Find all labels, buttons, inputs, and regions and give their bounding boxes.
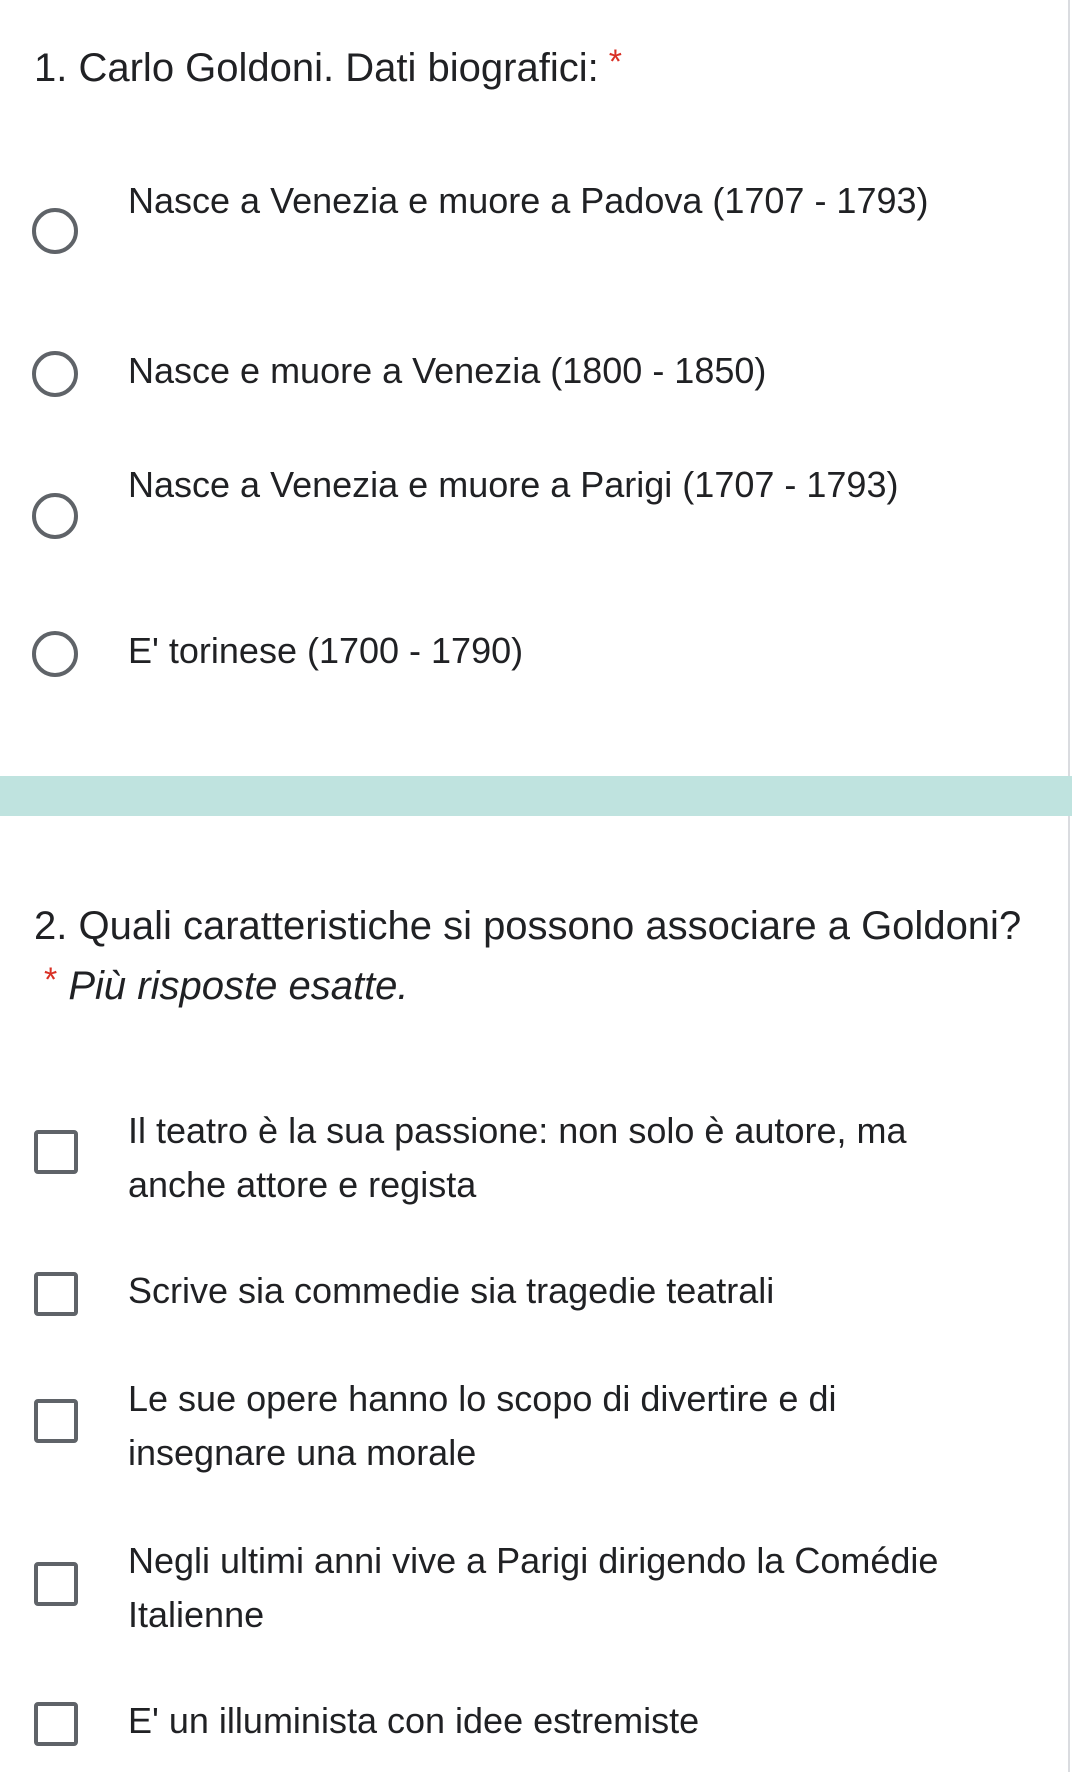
- checkbox-unchecked-icon[interactable]: [34, 1272, 78, 1316]
- checkbox-option-teatro[interactable]: [0, 1104, 1060, 1214]
- checkbox-unchecked-icon[interactable]: [34, 1399, 78, 1443]
- option-label: Nasce e muore a Venezia (1800 - 1850): [128, 350, 767, 391]
- option-label: Scrive sia commedie sia tragedie teatrali: [128, 1270, 775, 1311]
- radio-button-unchecked-icon[interactable]: [32, 493, 78, 539]
- option-label: Le sue opere hanno lo scopo di divertire e di insegnare una morale: [128, 1378, 837, 1473]
- radio-button-unchecked-icon[interactable]: [32, 208, 78, 254]
- radio-option-padova[interactable]: [0, 174, 1060, 284]
- option-label: E' un illuminista con idee estremiste: [128, 1700, 700, 1741]
- option-label: Nasce a Venezia e muore a Padova (1707 - 1793): [128, 180, 929, 221]
- radio-option-parigi[interactable]: [0, 458, 1060, 568]
- question-card-1: [0, 0, 1070, 776]
- checkbox-unchecked-icon[interactable]: [34, 1130, 78, 1174]
- question-title-text: 2. Quali caratteristiche si possono associare a Goldoni?: [34, 904, 1022, 948]
- required-asterisk: *: [44, 961, 58, 999]
- question-hint: Più risposte esatte.: [68, 964, 409, 1008]
- option-label: E' torinese (1700 - 1790): [128, 630, 524, 671]
- option-label: Il teatro è la sua passione: non solo è autore, ma anche attore e regista: [128, 1110, 907, 1205]
- checkbox-unchecked-icon[interactable]: [34, 1562, 78, 1606]
- checkbox-option-morale[interactable]: [0, 1372, 1060, 1482]
- radio-option-torinese[interactable]: [0, 624, 1060, 684]
- option-label: Negli ultimi anni vive a Parigi dirigendo la Comédie Italienne: [128, 1540, 939, 1635]
- question-title: [34, 38, 1034, 100]
- question-title: [34, 896, 1024, 1018]
- radio-button-unchecked-icon[interactable]: [32, 351, 78, 397]
- option-label: Nasce a Venezia e muore a Parigi (1707 - 1793): [128, 464, 899, 505]
- checkbox-option-commedie[interactable]: [0, 1264, 1060, 1324]
- question-title-text: 1. Carlo Goldoni. Dati biografici:: [34, 46, 599, 90]
- section-separator: [0, 776, 1072, 816]
- checkbox-option-illuminista[interactable]: [0, 1694, 1060, 1754]
- checkbox-unchecked-icon[interactable]: [34, 1702, 78, 1746]
- radio-option-venezia[interactable]: [0, 344, 1060, 404]
- required-asterisk: *: [608, 43, 622, 81]
- radio-button-unchecked-icon[interactable]: [32, 631, 78, 677]
- checkbox-option-parigi[interactable]: [0, 1534, 1060, 1644]
